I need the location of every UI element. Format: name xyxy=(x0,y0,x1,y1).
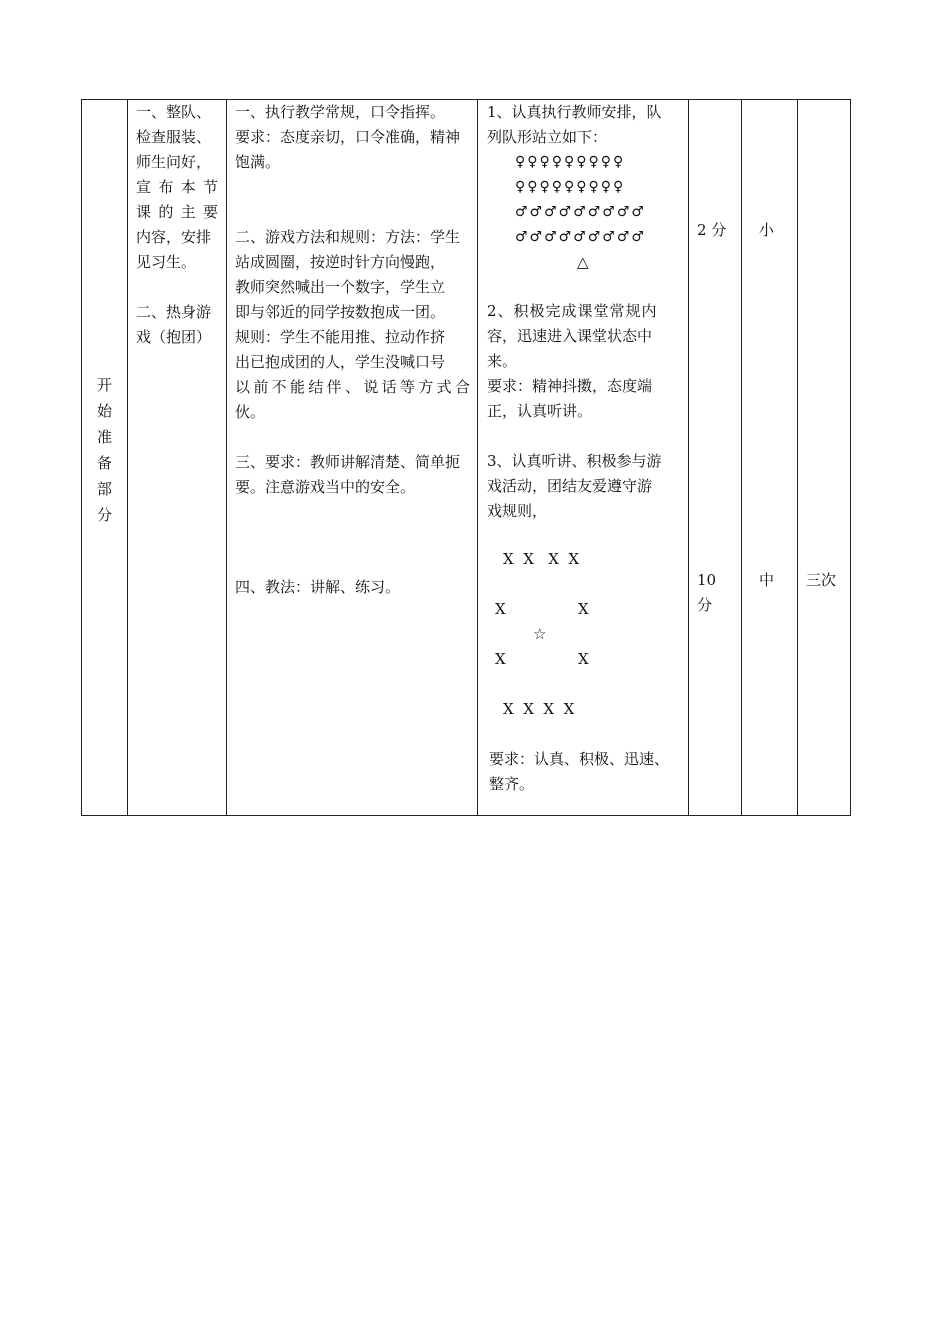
column-divider xyxy=(688,100,689,815)
column-divider xyxy=(741,100,742,815)
column-divider xyxy=(127,100,128,815)
content-line: 二、热身游 xyxy=(136,303,212,321)
student-line: 要求：认真、积极、迅速、 xyxy=(489,750,670,768)
teacher-position-icon: △ xyxy=(577,253,589,271)
student-line: 3、认真听讲、积极参与游 xyxy=(487,452,662,470)
intensity-value: 小 xyxy=(759,221,775,239)
circle-right-marker: X xyxy=(578,600,589,618)
star-icon: ☆ xyxy=(533,625,547,643)
formation-diagram xyxy=(487,150,681,275)
student-line: 戏活动，团结友爱遵守游 xyxy=(487,477,653,495)
teacher-activity-cell xyxy=(235,100,470,600)
intensity-value: 中 xyxy=(759,571,775,589)
teacher-line: 教师突然喊出一个数字，学生立 xyxy=(235,278,446,296)
circle-left-marker: X xyxy=(495,650,506,668)
section-char: 部 xyxy=(96,480,112,498)
teacher-line: 饱满。 xyxy=(235,153,281,171)
column-divider xyxy=(477,100,478,815)
teacher-line: 二、游戏方法和规则：方法：学生 xyxy=(235,228,461,246)
student-line: 容，迅速进入课堂状态中 xyxy=(487,327,653,345)
time-value: 2 分 xyxy=(697,221,727,239)
student-line: 列队形站立如下： xyxy=(487,128,608,146)
circle-top-row: X X X X xyxy=(503,550,580,568)
formation-row-male: ♂♂♂♂♂♂♂♂♂ xyxy=(515,204,646,220)
teacher-line: 即与邻近的同学按数抱成一团。 xyxy=(235,303,446,321)
student-activity-cell xyxy=(487,100,681,524)
student-line: 正，认真听讲。 xyxy=(487,402,593,420)
section-char: 分 xyxy=(96,506,112,524)
teacher-line: 三、要求：教师讲解清楚、简单扼 xyxy=(235,453,461,471)
circle-bottom-row: X X X X xyxy=(503,700,575,718)
teacher-line: 站成圆圈，按逆时针方向慢跑， xyxy=(235,253,446,271)
circle-left-marker: X xyxy=(495,600,506,618)
time-value: 10 xyxy=(697,571,717,589)
content-cell xyxy=(136,100,218,350)
column-divider xyxy=(797,100,798,815)
section-char: 开 xyxy=(96,376,112,394)
student-line: 2、积极完成课堂常规内 xyxy=(487,302,658,320)
content-line: 检查服装、 xyxy=(136,128,212,146)
student-line: 1、认真执行教师安排，队 xyxy=(487,103,662,121)
content-line: 戏（抱团） xyxy=(136,328,212,346)
content-line: 见习生。 xyxy=(136,253,197,271)
formation-row-male: ♂♂♂♂♂♂♂♂♂ xyxy=(515,229,646,245)
content-line: 宣布本节 xyxy=(136,178,218,196)
teacher-line: 以前不能结伴、说话等方式合 xyxy=(235,378,470,396)
content-line: 内容，安排 xyxy=(136,228,212,246)
student-requirement xyxy=(489,747,683,797)
teacher-line: 出已抱成团的人，学生没喊口号 xyxy=(235,353,446,371)
teacher-line: 要求：态度亲切，口令准确，精神 xyxy=(235,128,461,146)
content-line: 课的主要 xyxy=(136,203,218,221)
teacher-line: 四、教法：讲解、练习。 xyxy=(235,578,401,596)
section-char: 始 xyxy=(96,402,112,420)
content-line: 师生问好， xyxy=(136,153,212,171)
column-divider xyxy=(226,100,227,815)
teacher-line: 伙。 xyxy=(235,403,266,421)
section-label xyxy=(82,372,127,528)
formation-row-female: ♀♀♀♀♀♀♀♀♀ xyxy=(515,154,626,170)
teacher-line: 规则：学生不能用推、拉动作挤 xyxy=(235,328,446,346)
circle-right-marker: X xyxy=(578,650,589,668)
teacher-line: 要。注意游戏当中的安全。 xyxy=(235,478,416,496)
student-line: 戏规则， xyxy=(487,502,548,520)
formation-row-female: ♀♀♀♀♀♀♀♀♀ xyxy=(515,179,626,195)
content-line: 一、整队、 xyxy=(136,103,212,121)
repetition-count: 三次 xyxy=(806,571,837,589)
student-line: 来。 xyxy=(487,352,518,370)
section-char: 备 xyxy=(96,454,112,472)
student-line: 整齐。 xyxy=(489,775,535,793)
section-char: 准 xyxy=(96,428,112,446)
teacher-line: 一、执行教学常规，口令指挥。 xyxy=(235,103,446,121)
time-unit: 分 xyxy=(697,596,713,614)
student-line: 要求：精神抖擞，态度端 xyxy=(487,377,653,395)
lesson-plan-table xyxy=(81,99,851,816)
